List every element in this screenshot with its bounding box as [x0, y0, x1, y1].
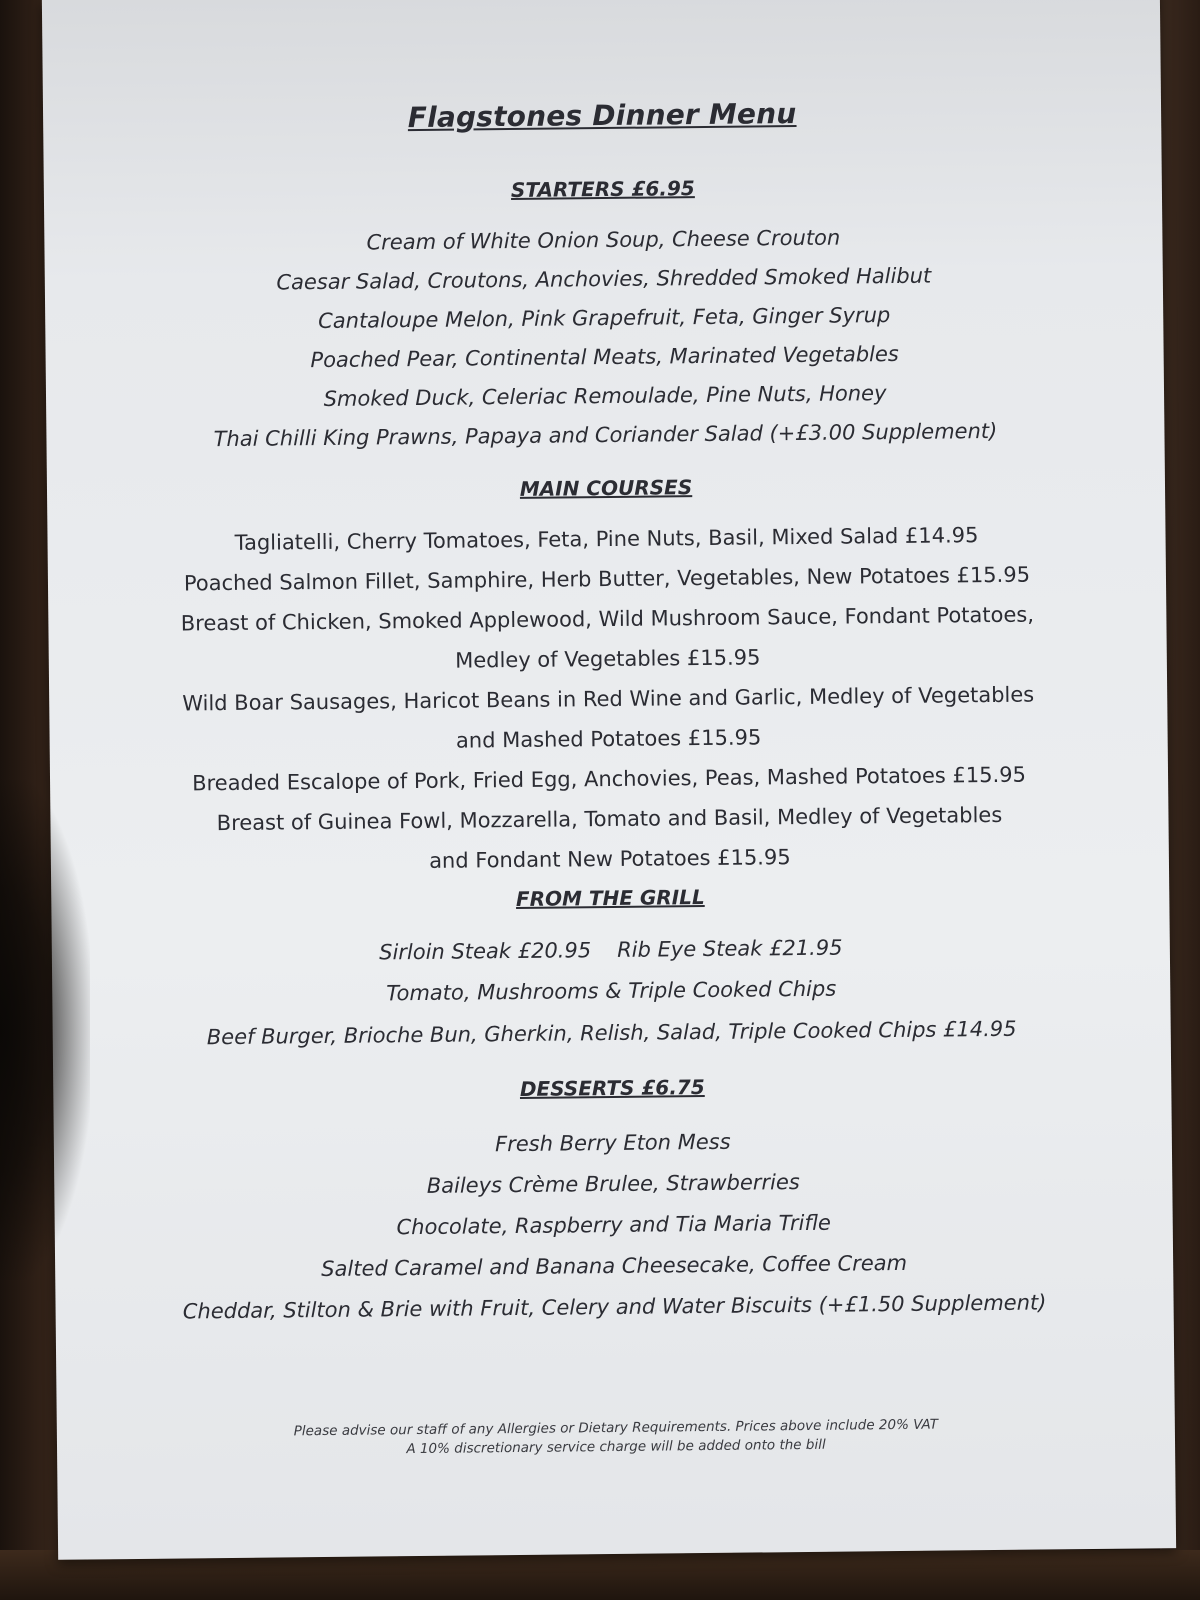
starter-item: Caesar Salad, Croutons, Anchovies, Shredded Smoked Halibut: [276, 263, 932, 295]
main-course-line: Medley of Vegetables £15.95: [455, 645, 761, 673]
beef-burger: Beef Burger, Brioche Bun, Gherkin, Relish, Salad, Triple Cooked Chips £14.95: [206, 1016, 1017, 1050]
dessert-item: Fresh Berry Eton Mess: [494, 1129, 731, 1157]
starter-item: Thai Chilli King Prawns, Papaya and Coriander Salad (+£3.00 Supplement): [213, 418, 998, 452]
rib-eye-steak: Rib Eye Steak £21.95: [616, 935, 843, 962]
main-course-line: Poached Salmon Fillet, Samphire, Herb Butter, Vegetables, New Potatoes £15.95: [183, 562, 1031, 596]
starter-item: Smoked Duck, Celeriac Remoulade, Pine Nuts, Honey: [323, 381, 887, 411]
dessert-item: Salted Caramel and Banana Cheesecake, Coffee Cream: [321, 1250, 908, 1282]
main-course-line: Breast of Chicken, Smoked Applewood, Wild Mushroom Sauce, Fondant Potatoes,: [180, 602, 1035, 636]
main-course-line: Wild Boar Sausages, Haricot Beans in Red Wine and Garlic, Medley of Vegetables: [182, 682, 1035, 716]
grill-sides: Tomato, Mushrooms & Triple Cooked Chips: [386, 976, 837, 1006]
main-course-line: Breast of Guinea Fowl, Mozzarella, Tomato and Basil, Medley of Vegetables: [216, 802, 1003, 836]
dessert-item: Chocolate, Raspberry and Tia Maria Trifle: [396, 1210, 831, 1240]
footer-service-charge: A 10% discretionary service charge will be added onto the bill: [406, 1436, 826, 1458]
sirloin-steak: Sirloin Steak £20.95: [379, 938, 592, 965]
main-course-line: and Fondant New Potatoes £15.95: [428, 845, 791, 873]
dessert-item: Baileys Crème Brulee, Strawberries: [426, 1170, 800, 1198]
main-course-line: and Mashed Potatoes £15.95: [455, 725, 762, 753]
dessert-item: Cheddar, Stilton & Brie with Fruit, Celery and Water Biscuits (+£1.50 Supplement): [182, 1290, 1047, 1324]
hand-shadow: [0, 780, 90, 1280]
starters-heading: STARTERS £6.95: [510, 176, 695, 202]
menu-title: Flagstones Dinner Menu: [407, 97, 797, 135]
footer-allergy-note: Please advise our staff of any Allergies or Dietary Requirements. Prices above include 20% VAT: [293, 1416, 939, 1440]
starter-item: Cream of White Onion Soup, Cheese Crouton: [366, 225, 841, 255]
steak-row: [52, 932, 1170, 968]
starter-item: Poached Pear, Continental Meats, Marinated Vegetables: [310, 341, 899, 373]
starter-item: Cantaloupe Melon, Pink Grapefruit, Feta, Ginger Syrup: [318, 303, 891, 334]
menu-sheet: [42, 0, 1176, 1560]
main-course-line: Breaded Escalope of Pork, Fried Egg, Anchovies, Peas, Mashed Potatoes £15.95: [191, 762, 1027, 796]
main-course-line: Tagliatelli, Cherry Tomatoes, Feta, Pine Nuts, Basil, Mixed Salad £14.95: [234, 523, 979, 555]
grill-heading: FROM THE GRILL: [515, 885, 705, 911]
desserts-heading: DESSERTS £6.75: [519, 1075, 705, 1101]
main-courses-heading: MAIN COURSES: [519, 475, 693, 501]
